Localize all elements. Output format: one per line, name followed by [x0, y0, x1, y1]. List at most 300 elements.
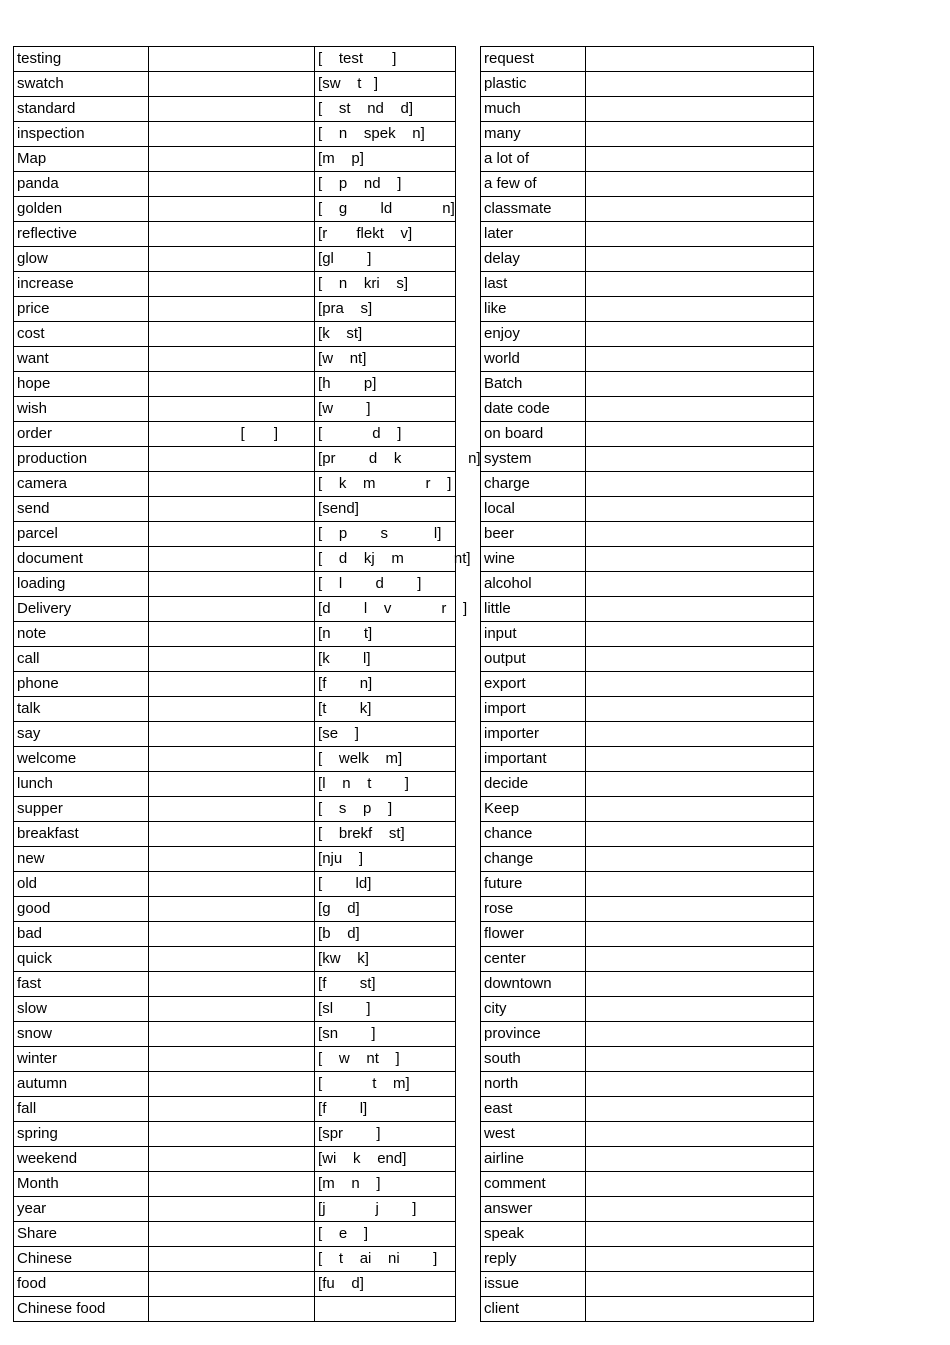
table-row [481, 1222, 814, 1247]
table-row [481, 347, 814, 372]
table-row [481, 47, 814, 72]
word-cell: parcel [14, 522, 149, 547]
table-row [14, 347, 456, 372]
phonetic-cell: [f st] [315, 972, 456, 997]
note-cell [148, 147, 314, 172]
phonetic-cell: [ n kri s] [315, 272, 456, 297]
word-cell: south [481, 1047, 586, 1072]
word-cell: on board [481, 422, 586, 447]
phonetic-cell: [spr ] [315, 1122, 456, 1147]
note-cell [148, 1072, 314, 1097]
table-row [14, 872, 456, 897]
note-cell [585, 222, 813, 247]
word-cell: loading [14, 572, 149, 597]
word-cell: Chinese food [14, 1297, 149, 1322]
note-cell [585, 647, 813, 672]
word-cell: breakfast [14, 822, 149, 847]
word-cell: chance [481, 822, 586, 847]
phonetic-cell: [sw t ] [315, 72, 456, 97]
word-cell: answer [481, 1197, 586, 1222]
table-row [14, 122, 456, 147]
note-cell [148, 97, 314, 122]
word-cell: bad [14, 922, 149, 947]
note-cell [585, 347, 813, 372]
table-row [14, 1072, 456, 1097]
note-cell [148, 547, 314, 572]
table-row [14, 522, 456, 547]
word-cell: input [481, 622, 586, 647]
phonetic-cell: [w ] [315, 397, 456, 422]
phonetic-cell: [ s p ] [315, 797, 456, 822]
note-cell [585, 1147, 813, 1172]
table-row [14, 922, 456, 947]
note-cell [148, 72, 314, 97]
table-row [14, 272, 456, 297]
note-cell [148, 672, 314, 697]
note-cell [148, 972, 314, 997]
phonetic-cell: [ brekf st] [315, 822, 456, 847]
table-row [14, 422, 456, 447]
word-cell: document [14, 547, 149, 572]
table-row [14, 1197, 456, 1222]
table-row [481, 1297, 814, 1322]
word-cell: center [481, 947, 586, 972]
phonetic-cell: [b d] [315, 922, 456, 947]
note-cell [585, 622, 813, 647]
table-row [481, 1247, 814, 1272]
note-cell [585, 1122, 813, 1147]
table-row [481, 72, 814, 97]
table-row [481, 97, 814, 122]
note-cell [148, 597, 314, 622]
note-cell [148, 447, 314, 472]
note-cell [148, 1272, 314, 1297]
phonetic-cell: [gl ] [315, 247, 456, 272]
word-cell: production [14, 447, 149, 472]
right-table-body [481, 47, 814, 1322]
note-cell [148, 372, 314, 397]
note-cell [148, 522, 314, 547]
table-row [481, 472, 814, 497]
note-cell [585, 897, 813, 922]
table-row [14, 72, 456, 97]
table-row [481, 922, 814, 947]
table-row [481, 622, 814, 647]
note-cell [585, 1297, 813, 1322]
table-row [14, 672, 456, 697]
note-cell [585, 847, 813, 872]
word-cell: send [14, 497, 149, 522]
phonetic-cell: [ p s l] [315, 522, 456, 547]
table-row [14, 1272, 456, 1297]
note-cell [148, 1147, 314, 1172]
left-vocabulary-table [13, 46, 481, 1322]
note-cell [585, 497, 813, 522]
word-cell: camera [14, 472, 149, 497]
word-cell: supper [14, 797, 149, 822]
note-cell [148, 497, 314, 522]
word-cell: flower [481, 922, 586, 947]
note-cell [585, 1097, 813, 1122]
phonetic-cell: [ t ai ni ] [315, 1247, 456, 1272]
word-cell: Batch [481, 372, 586, 397]
word-cell: want [14, 347, 149, 372]
word-cell: speak [481, 1222, 586, 1247]
note-cell [148, 897, 314, 922]
table-row [14, 372, 456, 397]
word-cell: beer [481, 522, 586, 547]
table-row [481, 447, 814, 472]
table-row [14, 472, 456, 497]
note-cell [585, 197, 813, 222]
right-vocabulary-table [480, 46, 814, 1322]
note-cell [148, 272, 314, 297]
table-row [14, 497, 456, 522]
note-cell [148, 722, 314, 747]
note-cell [585, 672, 813, 697]
word-cell: weekend [14, 1147, 149, 1172]
table-row [481, 422, 814, 447]
table-row [14, 1122, 456, 1147]
phonetic-cell: [ n spek n] [315, 122, 456, 147]
note-cell [585, 722, 813, 747]
phonetic-cell: [sn ] [315, 1022, 456, 1047]
phonetic-cell: [g d] [315, 897, 456, 922]
word-cell: panda [14, 172, 149, 197]
note-cell [148, 1197, 314, 1222]
note-cell [585, 947, 813, 972]
note-cell [585, 547, 813, 572]
phonetic-cell: [ test ] [315, 47, 456, 72]
phonetic-cell: [wi k end] [315, 1147, 456, 1172]
word-cell: spring [14, 1122, 149, 1147]
word-cell: comment [481, 1172, 586, 1197]
phonetic-cell: [send] [315, 497, 456, 522]
word-cell: glow [14, 247, 149, 272]
note-cell [585, 297, 813, 322]
note-cell [585, 872, 813, 897]
note-cell [148, 697, 314, 722]
word-cell: decide [481, 772, 586, 797]
table-row [481, 972, 814, 997]
table-row [14, 547, 456, 572]
word-cell: output [481, 647, 586, 672]
note-cell [148, 797, 314, 822]
word-cell: later [481, 222, 586, 247]
word-cell: east [481, 1097, 586, 1122]
table-row [481, 1047, 814, 1072]
table-row [14, 397, 456, 422]
word-cell: export [481, 672, 586, 697]
phonetic-cell: [ welk m] [315, 747, 456, 772]
table-row [14, 772, 456, 797]
table-row [14, 722, 456, 747]
table-row [14, 797, 456, 822]
table-row [481, 397, 814, 422]
table-row [14, 697, 456, 722]
word-cell: reply [481, 1247, 586, 1272]
word-cell: west [481, 1122, 586, 1147]
note-cell [148, 122, 314, 147]
table-row [14, 847, 456, 872]
table-row [481, 647, 814, 672]
table-row [481, 572, 814, 597]
word-cell: old [14, 872, 149, 897]
phonetic-cell [315, 1297, 456, 1322]
word-cell: good [14, 897, 149, 922]
table-row [14, 47, 456, 72]
table-row [481, 697, 814, 722]
word-cell: fall [14, 1097, 149, 1122]
note-cell [148, 922, 314, 947]
note-cell [148, 297, 314, 322]
note-cell [585, 172, 813, 197]
table-row [481, 172, 814, 197]
word-cell: date code [481, 397, 586, 422]
table-row [481, 772, 814, 797]
table-row [14, 1147, 456, 1172]
phonetic-cell: [ st nd d] [315, 97, 456, 122]
word-cell: lunch [14, 772, 149, 797]
note-cell [148, 247, 314, 272]
phonetic-cell: [ k m r ] [315, 472, 456, 497]
word-cell: slow [14, 997, 149, 1022]
word-cell: system [481, 447, 586, 472]
note-cell [148, 1297, 314, 1322]
word-cell: hope [14, 372, 149, 397]
word-cell: snow [14, 1022, 149, 1047]
note-cell [585, 747, 813, 772]
note-cell [148, 622, 314, 647]
table-row [14, 222, 456, 247]
table-row [481, 1197, 814, 1222]
note-cell [585, 972, 813, 997]
phonetic-cell: [ w nt ] [315, 1047, 456, 1072]
note-cell [585, 522, 813, 547]
phonetic-cell: [m p] [315, 147, 456, 172]
note-cell [585, 1047, 813, 1072]
phonetic-cell: [k l] [315, 647, 456, 672]
table-row [481, 547, 814, 572]
table-row [481, 122, 814, 147]
phonetic-cell: [t k] [315, 697, 456, 722]
table-row [481, 897, 814, 922]
note-cell [148, 572, 314, 597]
phonetic-cell: [ g ld n] [315, 197, 456, 222]
table-row [481, 1022, 814, 1047]
note-cell [148, 1022, 314, 1047]
phonetic-cell: [sl ] [315, 997, 456, 1022]
word-cell: wish [14, 397, 149, 422]
table-row [14, 897, 456, 922]
word-cell: call [14, 647, 149, 672]
note-cell [148, 197, 314, 222]
word-cell: increase [14, 272, 149, 297]
word-cell: classmate [481, 197, 586, 222]
word-cell: last [481, 272, 586, 297]
word-cell: city [481, 997, 586, 1022]
table-row [14, 1022, 456, 1047]
word-cell: alcohol [481, 572, 586, 597]
word-cell: province [481, 1022, 586, 1047]
word-cell: Map [14, 147, 149, 172]
note-cell [148, 747, 314, 772]
table-row [14, 947, 456, 972]
phonetic-cell: [d l v r ] [315, 597, 456, 622]
note-cell [585, 247, 813, 272]
word-cell: talk [14, 697, 149, 722]
table-row [481, 1147, 814, 1172]
note-cell [585, 422, 813, 447]
phonetic-cell: [j j ] [315, 1197, 456, 1222]
table-row [481, 1272, 814, 1297]
word-cell: Share [14, 1222, 149, 1247]
word-cell: golden [14, 197, 149, 222]
note-cell [585, 1022, 813, 1047]
note-cell [148, 1222, 314, 1247]
phonetic-cell: [fu d] [315, 1272, 456, 1297]
word-cell: change [481, 847, 586, 872]
note-cell [148, 647, 314, 672]
note-cell [148, 172, 314, 197]
word-cell: note [14, 622, 149, 647]
note-cell [585, 597, 813, 622]
word-cell: like [481, 297, 586, 322]
word-cell: issue [481, 1272, 586, 1297]
table-row [14, 622, 456, 647]
word-cell: plastic [481, 72, 586, 97]
word-cell: autumn [14, 1072, 149, 1097]
note-cell [148, 1247, 314, 1272]
word-cell: cost [14, 322, 149, 347]
note-cell [585, 1172, 813, 1197]
table-row [481, 597, 814, 622]
note-cell [585, 572, 813, 597]
word-cell: inspection [14, 122, 149, 147]
word-cell: swatch [14, 72, 149, 97]
table-row [481, 147, 814, 172]
word-cell: local [481, 497, 586, 522]
word-cell: quick [14, 947, 149, 972]
phonetic-cell: [ l d ] [315, 572, 456, 597]
phonetic-cell: [f l] [315, 1097, 456, 1122]
note-cell [585, 797, 813, 822]
table-row [14, 297, 456, 322]
word-cell: order [14, 422, 149, 447]
table-row [14, 997, 456, 1022]
word-cell: charge [481, 472, 586, 497]
note-cell [585, 72, 813, 97]
note-cell [148, 1172, 314, 1197]
phonetic-cell: [n t] [315, 622, 456, 647]
note-cell [148, 847, 314, 872]
word-cell: future [481, 872, 586, 897]
table-row [481, 822, 814, 847]
phonetic-cell: [m n ] [315, 1172, 456, 1197]
phonetic-cell: [ p nd ] [315, 172, 456, 197]
table-row [481, 222, 814, 247]
note-cell [585, 97, 813, 122]
word-cell: airline [481, 1147, 586, 1172]
note-cell [585, 397, 813, 422]
phonetic-cell: [pr d k n] [315, 447, 456, 472]
phonetic-cell: [h p] [315, 372, 456, 397]
phonetic-cell: [ d ] [315, 422, 456, 447]
table-row [481, 872, 814, 897]
table-row [481, 497, 814, 522]
table-row [14, 1297, 456, 1322]
table-row [14, 447, 456, 472]
word-cell: a lot of [481, 147, 586, 172]
note-cell [585, 997, 813, 1022]
table-row [481, 947, 814, 972]
word-cell: Delivery [14, 597, 149, 622]
table-row [14, 172, 456, 197]
note-cell [148, 1122, 314, 1147]
table-row [14, 147, 456, 172]
table-row [14, 1097, 456, 1122]
table-row [481, 247, 814, 272]
table-row [481, 1122, 814, 1147]
table-row [481, 797, 814, 822]
table-row [481, 297, 814, 322]
phonetic-cell: [f n] [315, 672, 456, 697]
table-row [481, 747, 814, 772]
left-table-body [14, 47, 481, 1322]
word-cell: wine [481, 547, 586, 572]
phonetic-cell: [pra s] [315, 297, 456, 322]
phonetic-cell: [w nt] [315, 347, 456, 372]
word-cell: downtown [481, 972, 586, 997]
word-cell: reflective [14, 222, 149, 247]
table-row [14, 597, 456, 622]
phonetic-cell: [ e ] [315, 1222, 456, 1247]
word-cell: many [481, 122, 586, 147]
table-row [481, 1097, 814, 1122]
table-row [14, 822, 456, 847]
note-cell [585, 822, 813, 847]
word-cell: rose [481, 897, 586, 922]
note-cell [148, 772, 314, 797]
note-cell [585, 322, 813, 347]
word-cell: north [481, 1072, 586, 1097]
word-cell: food [14, 1272, 149, 1297]
note-cell [585, 772, 813, 797]
note-cell [585, 147, 813, 172]
table-row [14, 1172, 456, 1197]
table-row [14, 647, 456, 672]
table-row [14, 322, 456, 347]
note-cell [585, 47, 813, 72]
table-row [481, 722, 814, 747]
word-cell: import [481, 697, 586, 722]
phonetic-cell: [kw k] [315, 947, 456, 972]
phonetic-cell: [l n t ] [315, 772, 456, 797]
word-cell: testing [14, 47, 149, 72]
note-cell [585, 472, 813, 497]
note-cell [148, 472, 314, 497]
note-cell [148, 322, 314, 347]
table-row [14, 572, 456, 597]
table-row [481, 322, 814, 347]
word-cell: little [481, 597, 586, 622]
table-row [481, 522, 814, 547]
note-cell [148, 47, 314, 72]
phonetic-cell: [ t m] [315, 1072, 456, 1097]
word-cell: Keep [481, 797, 586, 822]
word-cell: new [14, 847, 149, 872]
table-row [14, 247, 456, 272]
